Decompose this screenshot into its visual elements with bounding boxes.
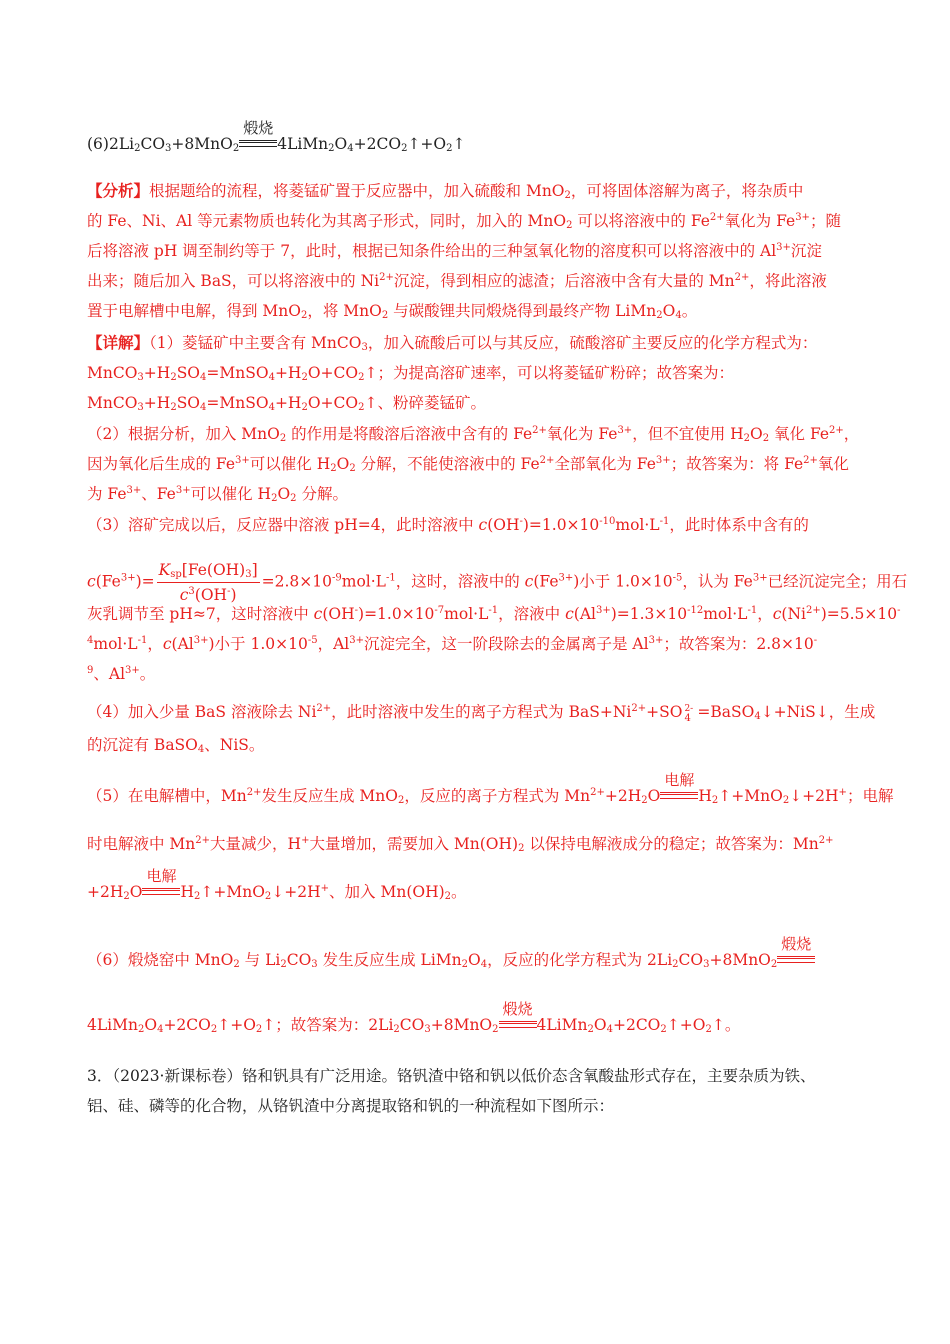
ksp-fraction: $\frac{K_{sp}[Fe(OH)_3]}{c^3(OH^-)}$ — [158, 561, 258, 604]
detail-part5-line-2: 时电解液中 $Mn^{2+}$大量减少，H+大量增加，需要加入 $Mn(OH)_2$ 以保持电解液成分的稳定；故答案为：$Mn^{2+}$ — [87, 835, 834, 854]
detail-part4-line-2: 的沉淀有 BaSO$_4$、NiS。 — [87, 736, 265, 755]
detail-line-1: 【详解】（1）菱锰矿中主要含有 MnCO$_3$，加入硫酸后可以与其反应，硫酸溶矿主要反应的化学方程式为： — [87, 333, 818, 353]
detail-part3-line-1: （3）溶矿完成以后，反应器中溶液 pH=4，此时溶液中 $c(OH^-)=1.0\times 10^{-10}mol\cdot L^{-1}$，此时体系中含有的 — [87, 516, 809, 534]
detail-part3-line-3: 灰乳调节至 pH≈7，这时溶液中 $c(OH^-)=1.0\times 10^{-7}mol\cdot L^{-1}$，溶液中 $c(Al^{3+})=1.3\times 10^{-12}mol\cdot L^{-1}$，$c(Ni^{2+})=5.5\times 10^-$ — [87, 605, 901, 623]
detail-label: 【详解】 — [87, 333, 150, 352]
question-3-line-1: 3．（2023·新课标卷）铬和钒具有广泛用途。铬钒渣中铬和钒以低价态含氧酸盐形式存在，主要杂质为铁、 — [87, 1067, 816, 1085]
analysis-line-1: 【分析】根据题给的流程，将菱锰矿置于反应器中，加入硫酸和 MnO$_2$，可将固体溶解为离子，将杂质中 — [87, 181, 804, 201]
reaction-condition-calcine: 煅烧 — [499, 1017, 537, 1031]
analysis-line-4: 出来；随后加入 BaS，可以将溶液中的 $Ni^{2+}$沉淀，得到相应的滤渣；后溶液中含有大量的 $Mn^{2+}$，将此溶液 — [87, 272, 827, 290]
question-3-line-2: 铝、硅、磷等的化合物，从铬钒渣中分离提取铬和钒的一种流程如下图所示： — [87, 1097, 615, 1115]
sulfate-charge: 2- 4 — [684, 704, 694, 724]
detail-part6-line-2: $4LiMn_2O_4+2CO_2↑+O_2↑$；故答案为：$2Li_2CO_3+8MnO_2$ 煅烧 $4LiMn_2O_4+2CO_2↑+O_2↑$。 — [87, 1000, 741, 1035]
detail-part2-line-3: 为 $Fe^{3+}$、$Fe^{3+}$可以催化 $H_2O_2$ 分解。 — [87, 485, 348, 504]
detail-part2-line-2: 因为氧化后生成的 $Fe^{3+}$可以催化 $H_2O_2$ 分解，不能使溶液中的 $Fe^{2+}$全部氧化为 $Fe^{3+}$；故答案为：将 $Fe^{2+}$氧化 — [87, 455, 849, 474]
detail-part3-line-4: $^4mol\cdot L^{-1}$，$c(Al^{3+})$小于 $1.0\times 10^{-5}$，$Al^{3+}$沉淀完全，这一阶段除去的金属离子是 $Al^{3+}$；故答案为：2.8×10- — [87, 635, 818, 653]
detail-line-3: $MnCO_3+H_2SO_4=MnSO_4+H_2O+CO_2↑$、粉碎菱锰矿。 — [87, 394, 486, 413]
detail-part3-line-2: $c(Fe^{3+})=$ $\frac{K_{sp}[Fe(OH)_3]}{c^3(OH^-)}$ $=2.8\times 10^{-9}mol\cdot L^{-1}$，这时，溶液中的 $c(Fe^{3+})$小于 $1.0\times 10^{-5}$，认为 $Fe^{3+}$已经沉淀完全；用石 — [87, 561, 908, 604]
detail-part4-line-1: （4）加入少量 BaS 溶液除去 $Ni^{2+}$，此时溶液中发生的离子方程式为 $BaS+Ni^{2+}+SO$ 2- 4 =BaSO$_4$↓+NiS↓，生成 — [87, 703, 876, 724]
detail-part3-line-5: $^9$、$Al^{3+}$。 — [87, 665, 156, 683]
analysis-line-3: 后将溶液 pH 调至制约等于 7，此时，根据已知条件给出的三种氢氧化物的溶度积可以将溶液中的 $Al^{3+}$沉淀 — [87, 242, 822, 260]
reaction-condition-electrolysis: 电解 — [142, 884, 180, 898]
detail-part5-line-3: $+2H_2O$ 电解 $H_2↑+MnO_2↓+2H^+$、加入 $Mn(OH)_2$。 — [87, 867, 467, 902]
reaction-condition-electrolysis: 电解 — [660, 788, 698, 802]
reaction-condition-calcine: 煅烧 — [239, 136, 277, 150]
detail-line-2: $MnCO_3+H_2SO_4=MnSO_4+H_2O+CO_2↑$；为提高溶矿速率，可以将菱锰矿粉碎；故答案为： — [87, 364, 734, 383]
analysis-line-5: 置于电解槽中电解，得到 MnO$_2$，将 MnO$_2$ 与碳酸锂共同煅烧得到最终产物 $LiMn_2O_4$。 — [87, 302, 698, 321]
detail-part6-line-1: （6）煅烧窑中 MnO$_2$ 与 $Li_2CO_3$ 发生反应生成 $LiMn_2O_4$，反应的化学方程式为 $2Li_2CO_3+8MnO_2$ 煅烧 — [87, 950, 815, 970]
reaction-condition-calcine: 煅烧 — [777, 952, 815, 966]
detail-part2-line-1: （2）根据分析，加入 MnO$_2$ 的作用是将酸溶后溶液中含有的 $Fe^{2+}$氧化为 $Fe^{3+}$，但不宜使用 $H_2O_2$ 氧化 $Fe^{2+}$， — [87, 425, 860, 444]
analysis-line-2: 的 Fe、Ni、Al 等元素物质也转化为其离子形式，同时，加入的 MnO$_2$ 可以将溶液中的 $Fe^{2+}$氧化为 $Fe^{3+}$；随 — [87, 212, 841, 231]
analysis-label: 【分析】 — [87, 181, 150, 200]
detail-part5-line-1: （5）在电解槽中，$Mn^{2+}$发生反应生成 MnO$_2$，反应的离子方程式为 $Mn^{2+}+2H_2O$ 电解 $H_2↑+MnO_2↓+2H^+$；电解 — [87, 771, 894, 806]
final-equation-6: $(6)2Li_2CO_3+8MnO_2$ 煅烧 $4LiMn_2O_4+2CO_2↑+O_2↑$ — [87, 119, 466, 154]
